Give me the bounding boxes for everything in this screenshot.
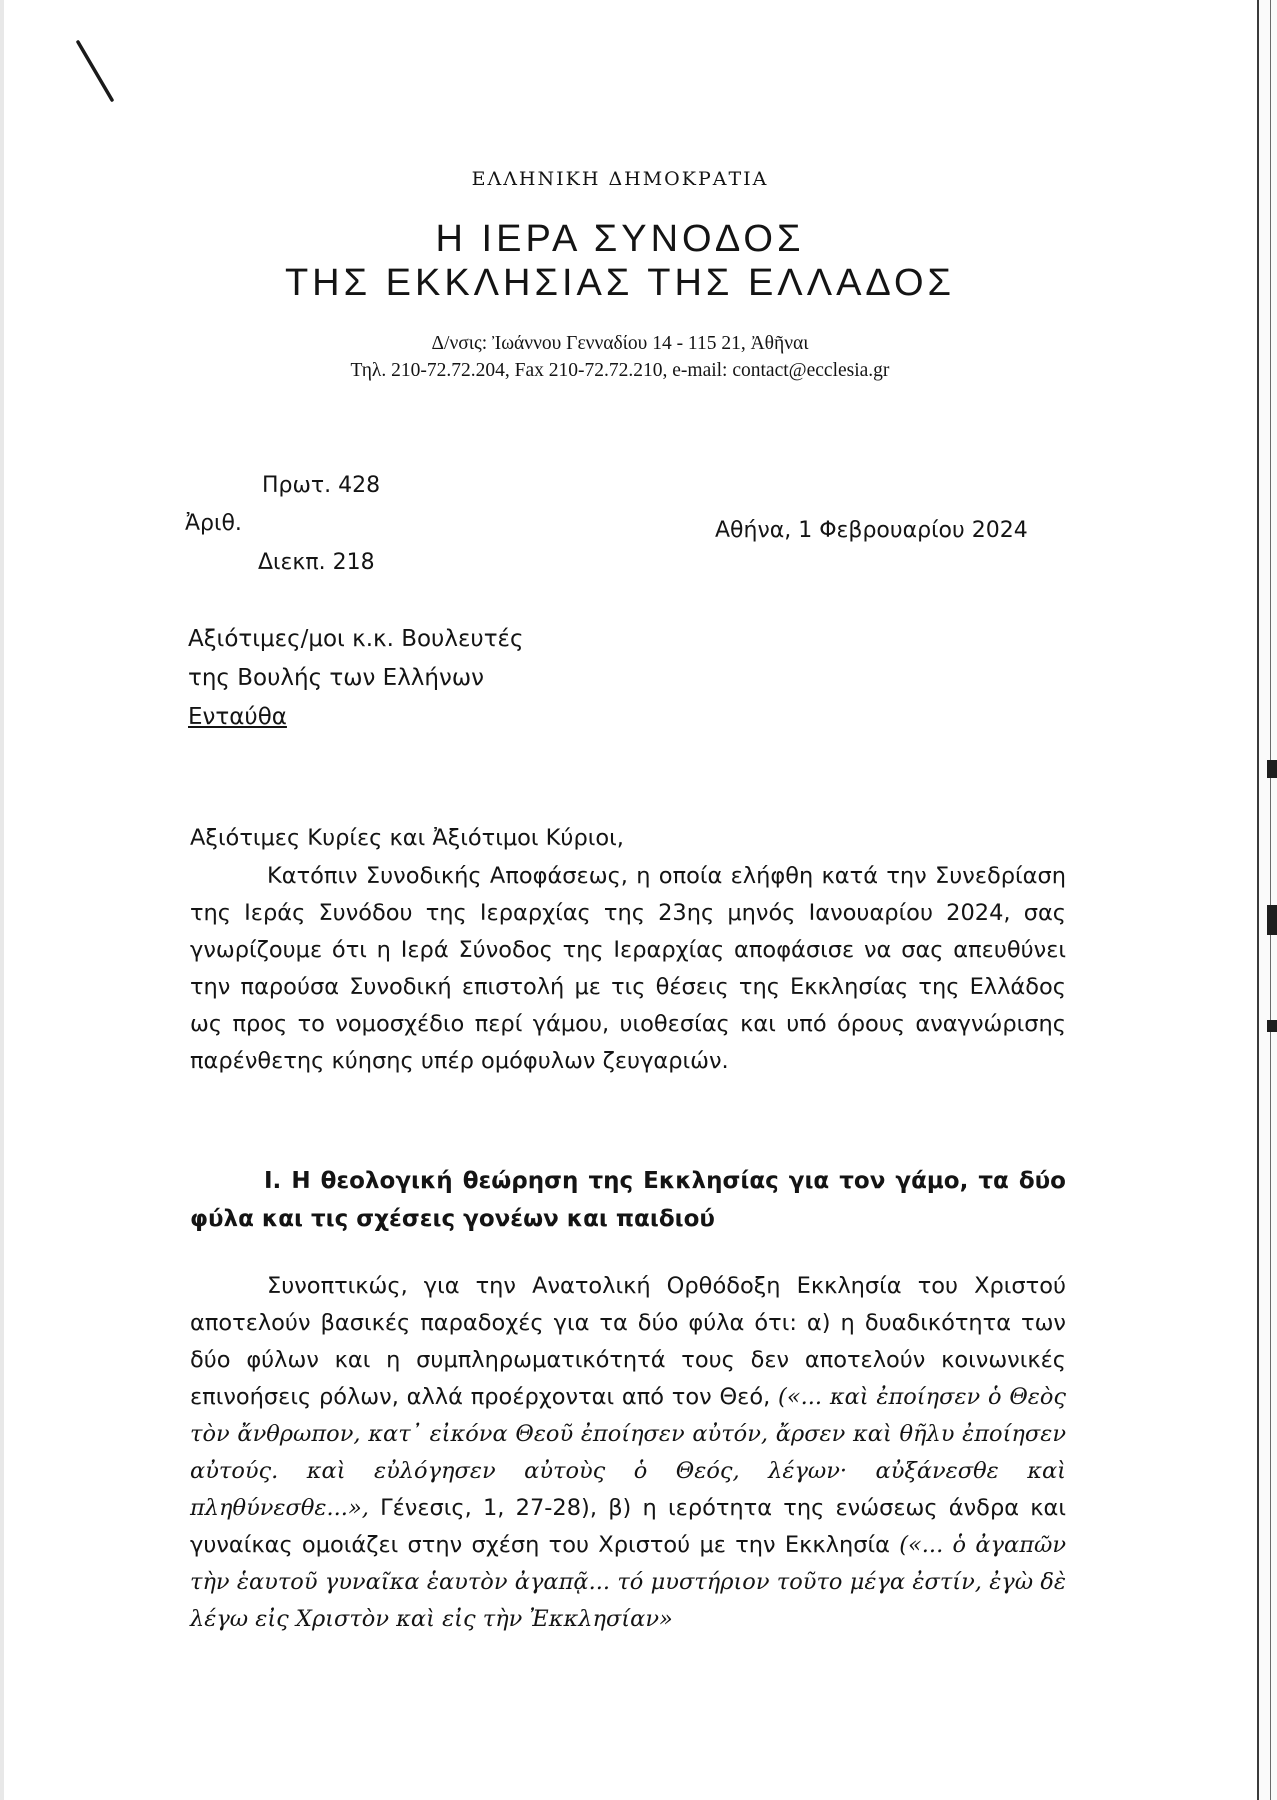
body-paragraph: Κατόπιν Συνοδικής Αποφάσεως, η οποία ελήφθη κατά την Συνεδρίαση της Ιεράς Συνόδου της Ιεραρχίας της 23ης μηνός Ιανουαρίου 2024, σας γνωρίζουμε ότι η Ιερά Σύνοδος της Ιεραρχίας αποφάσισε να σας απευθύνει την παρούσα Συνοδική επιστολή με τις θέσεις της Εκκλησίας της Ελλάδος ως προς το νομοσχέδιο περί γάμου, υιοθεσίας και υπό όρους αναγνώρισης παρένθετης κύησης υπέρ ομόφυλων ζευγαριών.: [190, 863, 1066, 1074]
address-line: Δ/νσις: Ἰωάννου Γενναδίου 14 - 115 21, Ἀθῆναι: [431, 333, 809, 354]
salutation: Αξιότιμες Κυρίες και Ἀξιότιμοι Κύριοι,: [190, 825, 624, 851]
scan-edge-mark: [1267, 905, 1277, 935]
synod-title-line1: Η ΙΕΡΑ ΣΥΝΟΔΟΣ: [435, 218, 805, 260]
scripture-quote: («... καὶ ἐποίησεν ὁ Θεὸς τὸν ἄνθρωπον, κατ᾿ εἰκόνα Θεοῦ ἐποίησεν αὐτόν, ἄρσεν καὶ θῆλυ ἐποίησεν αὐτούς. καὶ εὐλόγησεν αὐτοὺς ὁ Θεός, λέγων· αὐξάνεσθε καὶ πληθύνεσθε...»,: [190, 1384, 1066, 1521]
recipient-line: της Βουλής των Ελλήνων: [188, 665, 484, 691]
republic-heading: ΕΛΛΗΝΙΚΗ ΔΗΜΟΚΡΑΤΙΑ: [471, 168, 769, 190]
synod-title-line2: ΤΗΣ ΕΚΚΛΗΣΙΑΣ ΤΗΣ ΕΛΛΑΔΟΣ: [284, 262, 956, 304]
recipient-line: Αξιότιμες/μοι κ.κ. Βουλευτές: [188, 626, 524, 652]
contact-line: Τηλ. 210-72.72.204, Fax 210-72.72.210, e-mail: contact@ecclesia.gr: [350, 360, 890, 381]
scan-right-line: [1270, 0, 1271, 1800]
section-heading: Ι. Η θεολογική θεώρηση της Εκκλησίας για τον γάμο, τα δύο φύλα και τις σχέσεις γονέων και παιδιού: [190, 1168, 1066, 1232]
recipient-location: Ενταύθα: [188, 704, 287, 730]
scan-right-edge: [1257, 0, 1277, 1800]
paragraph-text: Συνοπτικώς, για την Ανατολική Ορθόδοξη Εκκλησία του Χριστού αποτελούν βασικές παραδοχές για τα δύο φύλα ότι: α) η δυαδικότητα των δύο φύλων και η συμπληρωματικότητά τους δεν αποτελούν κοινωνικές επινοήσεις ρόλων, αλλά προέρχονται από τον Θεό,: [190, 1273, 1066, 1410]
scan-edge-mark: [1267, 760, 1277, 778]
paragraph-text: Γένεσις, 1, 27-28), β) η ιερότητα της ενώσεως άνδρα και γυναίκας ομοιάζει στην σχέση του Χριστού με την Εκκλησία: [190, 1495, 1066, 1558]
dispatch-number: Διεκπ. 218: [258, 550, 375, 575]
number-label: Ἀριθ.: [185, 511, 242, 536]
pen-stroke-mark: [72, 38, 132, 108]
scan-edge-mark: [1267, 1020, 1277, 1032]
letter-date: Αθήνα, 1 Φεβρουαρίου 2024: [715, 518, 1028, 543]
scripture-quote: («... ὁ ἀγαπῶν τὴν ἑαυτοῦ γυναῖκα ἑαυτὸν ἀγαπᾷ... τό μυστήριον τοῦτο μέγα ἐστίν, ἐγὼ δὲ λέγω εἰς Χριστὸν καὶ εἰς τὴν Ἐκκλησίαν»: [190, 1532, 1067, 1632]
protocol-number: Πρωτ. 428: [262, 473, 381, 498]
body-paragraph: [190, 1268, 1066, 1638]
